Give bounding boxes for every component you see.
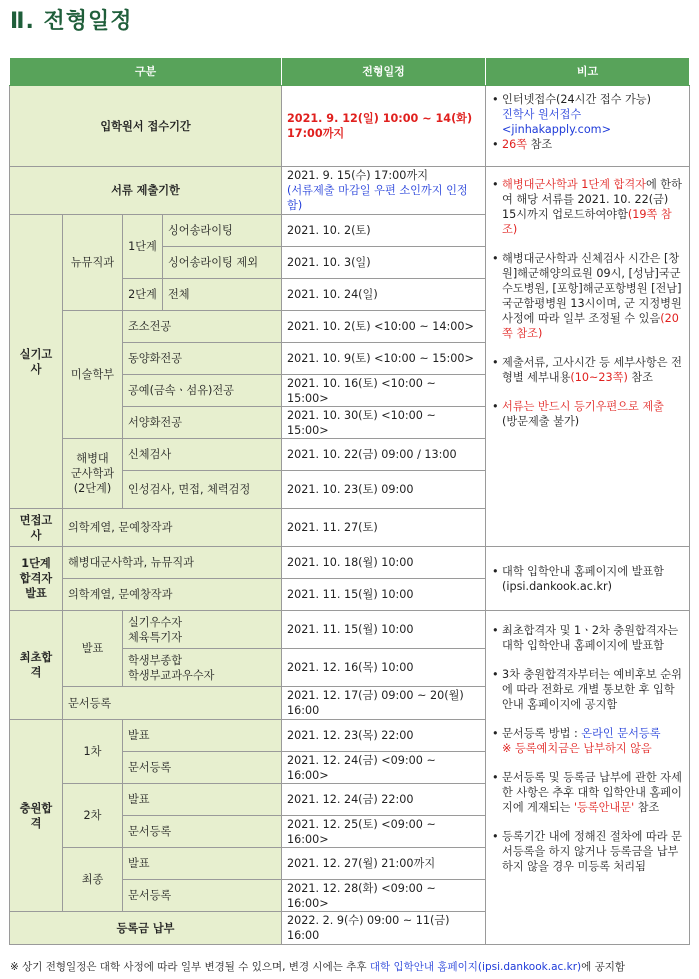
newmusic-stage2: 2단계	[123, 279, 163, 311]
western-label: 서양화전공	[123, 407, 282, 439]
practical-label: 실기고사	[10, 215, 63, 509]
final-group1: 실기우수자 체육특기자	[123, 611, 282, 649]
r1-announce-date: 2021. 12. 23(목) 22:00	[282, 720, 486, 752]
r1-announce-label: 발표	[123, 720, 282, 752]
newmusic-label: 뉴뮤직과	[63, 215, 123, 311]
interview-dept: 의학계열, 문예창작과	[63, 509, 282, 547]
first-stage-date1: 2021. 10. 18(월) 10:00	[282, 547, 486, 579]
final-announce: 발표	[63, 611, 123, 687]
header-schedule: 전형일정	[282, 58, 486, 86]
fee-date: 2022. 2. 9(수) 09:00 ~ 11(금) 16:00	[282, 912, 486, 945]
r3-docs-label: 문서등록	[123, 880, 282, 912]
final-label: 최초합격	[10, 611, 63, 720]
interview-date: 2021. 11. 27(토)	[282, 509, 486, 547]
additional-round2: 2차	[63, 784, 123, 848]
all-date: 2021. 10. 24(일)	[282, 279, 486, 311]
r1-docs-label: 문서등록	[123, 752, 282, 784]
western-date: 2021. 10. 30(토) <10:00 ~ 15:00>	[282, 407, 486, 439]
documents-date: 2021. 9. 15(수) 17:00까지 (서류제출 마감일 우편 소인까지 인정함)	[282, 167, 486, 215]
physical-date: 2021. 10. 22(금) 09:00 / 13:00	[282, 439, 486, 471]
application-remarks: • 인터넷접수(24시간 접수 가능) 진학사 원서접수<jinhakapply.com> • 26쪽 참조	[486, 86, 690, 167]
practical-remarks: • 해병대군사학과 1단계 합격자에 한하여 해당 서류를 2021. 10. 22(금) 15시까지 업로드하여야함(19쪽 참조) • 해병대군사학과 신체검사 시간은 [창원]해군해양의료원 09시, [성남]국군수도병원, [포항]해군포항병원 [전남]국군함평병원 13시이며, 군 지정병원 사정에 따라 일부 조정될 수 있음(20쪽 참조) • 제출서류, 고사시간 등 세부사항은 전형별 세부내용(10~23쪽) 참조 • 서류는 반드시 등기우편으로 제출 (방문제출 불가)	[486, 167, 690, 547]
final-date2: 2021. 12. 16(목) 10:00	[282, 649, 486, 687]
r2-docs-date: 2021. 12. 25(토) <09:00 ~ 16:00>	[282, 816, 486, 848]
documents-label: 서류 제출기한	[10, 167, 282, 215]
fee-label: 등록금 납부	[10, 912, 282, 945]
r1-docs-date: 2021. 12. 24(금) <09:00 ~ 16:00>	[282, 752, 486, 784]
singer-date: 2021. 10. 2(토)	[282, 215, 486, 247]
additional-label: 충원합격	[10, 720, 63, 912]
aptitude-label: 인성검사, 면접, 체력검정	[123, 471, 282, 509]
r3-announce-date: 2021. 12. 27(월) 21:00까지	[282, 848, 486, 880]
header-category: 구분	[10, 58, 282, 86]
oriental-label: 동양화전공	[123, 343, 282, 375]
final-docs-date: 2021. 12. 17(금) 09:00 ~ 20(월) 16:00	[282, 687, 486, 720]
r3-announce-label: 발표	[123, 848, 282, 880]
final-remarks: • 최초합격자 및 1ㆍ2차 충원합격자는 대학 입학안내 홈페이지에 발표함 • 3차 충원합격자부터는 예비후보 순위에 따라 전화로 개별 통보한 후 입학안내 홈페이지에 공지함 • 문서등록 방법 : 온라인 문서등록 ※ 등록예치금은 납부하지 않음 • 문서등록 및 등록금 납부에 관한 자세한 사항은 추후 대학 입학안내 홈페이지에 게재되는 '등록안내문' 참조 • 등록기간 내에 정해진 절차에 따라 문서등록을 하지 않거나 등록금을 납부하지 않을 경우 미등록 처리됨	[486, 611, 690, 945]
craft-date: 2021. 10. 16(토) <10:00 ~ 15:00>	[282, 375, 486, 407]
singer-ex-date: 2021. 10. 3(일)	[282, 247, 486, 279]
r2-announce-date: 2021. 12. 24(금) 22:00	[282, 784, 486, 816]
footer-note: ※ 상기 전형일정은 대학 사정에 따라 일부 변경될 수 있으며, 변경 시에는 추후 대학 입학안내 홈페이지(ipsi.dankook.ac.kr)에 공지함	[10, 961, 626, 973]
fineart-label: 미술학부	[63, 311, 123, 439]
sculpture-date: 2021. 10. 2(토) <10:00 ~ 14:00>	[282, 311, 486, 343]
application-label: 입학원서 접수기간	[10, 86, 282, 167]
first-stage-remarks: • 대학 입학안내 홈페이지에 발표함 (ipsi.dankook.ac.kr)	[486, 547, 690, 611]
all-label: 전체	[163, 279, 282, 311]
final-group2: 학생부종합 학생부교과우수자	[123, 649, 282, 687]
application-date: 2021. 9. 12(일) 10:00 ~ 14(화) 17:00까지	[282, 86, 486, 167]
r3-docs-date: 2021. 12. 28(화) <09:00 ~ 16:00>	[282, 880, 486, 912]
additional-round3: 최종	[63, 848, 123, 912]
additional-round1: 1차	[63, 720, 123, 784]
singer-label: 싱어송라이팅	[163, 215, 282, 247]
craft-label: 공예(금속ㆍ섬유)전공	[123, 375, 282, 407]
interview-label: 면접고사	[10, 509, 63, 547]
ipsi-link[interactable]: (ipsi.dankook.ac.kr)	[502, 579, 612, 593]
jinhak-link[interactable]: 진학사 원서접수<jinhakapply.com>	[502, 108, 611, 136]
newmusic-stage1: 1단계	[123, 215, 163, 279]
singer-ex-label: 싱어송라이팅 제외	[163, 247, 282, 279]
final-date1: 2021. 11. 15(월) 10:00	[282, 611, 486, 649]
page-title: Ⅱ. 전형일정	[10, 9, 133, 34]
r2-docs-label: 문서등록	[123, 816, 282, 848]
aptitude-date: 2021. 10. 23(토) 09:00	[282, 471, 486, 509]
first-stage-dept2: 의학계열, 문예창작과	[63, 579, 282, 611]
first-stage-date2: 2021. 11. 15(월) 10:00	[282, 579, 486, 611]
schedule-table	[9, 57, 690, 945]
navy-label: 해병대 군사학과 (2단계)	[63, 439, 123, 509]
oriental-date: 2021. 10. 9(토) <10:00 ~ 15:00>	[282, 343, 486, 375]
first-stage-dept1: 해병대군사학과, 뉴뮤직과	[63, 547, 282, 579]
final-docs: 문서등록	[63, 687, 282, 720]
physical-label: 신체검사	[123, 439, 282, 471]
r2-announce-label: 발표	[123, 784, 282, 816]
sculpture-label: 조소전공	[123, 311, 282, 343]
first-stage-label: 1단계 합격자 발표	[10, 547, 63, 611]
header-remarks: 비고	[486, 58, 690, 86]
footer-link[interactable]: 대학 입학안내 홈페이지(ipsi.dankook.ac.kr)	[369, 961, 582, 973]
